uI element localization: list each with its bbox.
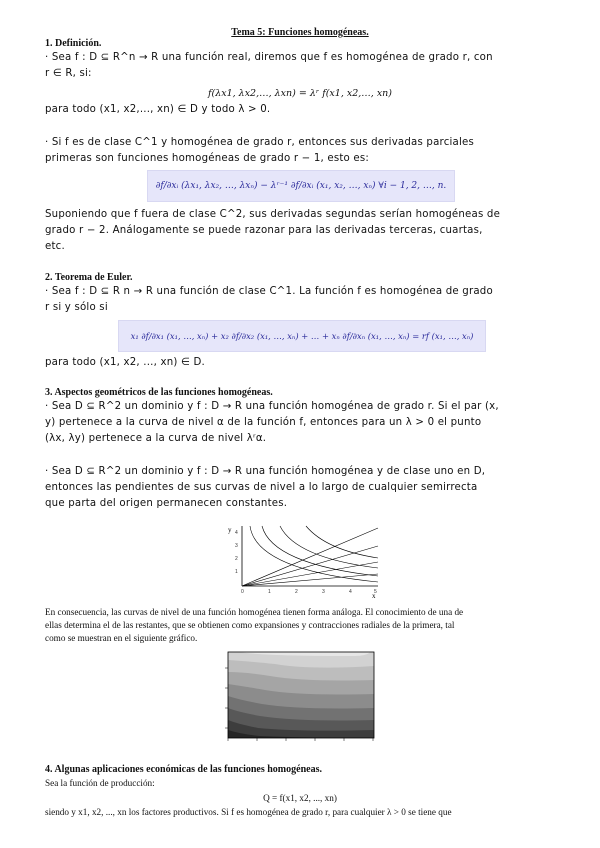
s4-paragraph-1: Sea la función de producción: bbox=[45, 778, 155, 788]
s2-paragraph-2: para todo (x1, x2, ..., xn) ∈ D. bbox=[45, 357, 205, 368]
x-tick-label: 5 bbox=[374, 589, 377, 595]
s1-paragraph-4b: grado r − 2. Análogamente se puede razonar para las derivadas terceras, cuartas, bbox=[45, 225, 483, 236]
s4-paragraph-2: siendo y x1, x2, ..., xn los factores productivos. Si f es homogénea de grado r, para cualquier λ > 0 se tiene que bbox=[45, 807, 452, 817]
s2-paragraph-1a: · Sea f : D ⊆ R n → R una función de clase C^1. La función f es homogénea de grado bbox=[45, 286, 493, 297]
x-tick-label: 4 bbox=[349, 589, 352, 595]
section-2-heading: 2. Teorema de Euler. bbox=[45, 272, 133, 283]
level-curves-plot bbox=[222, 520, 382, 600]
ray-line bbox=[242, 528, 378, 586]
y-tick-label: 3 bbox=[235, 543, 238, 549]
s1-paragraph-3b: primeras son funciones homogéneas de grado r − 1, esto es: bbox=[45, 153, 370, 164]
production-function-equation: Q = f(x1, x2, ..., xn) bbox=[263, 793, 337, 803]
x-tick-label: 3 bbox=[322, 589, 325, 595]
ray-line bbox=[242, 562, 378, 586]
x-axis-label: x bbox=[372, 592, 376, 600]
section-3-heading: 3. Aspectos geométricos de las funciones homogéneas. bbox=[45, 387, 273, 398]
s3-paragraph-3b: ellas determina el de las restantes, que se obtienen como expansiones y contracciones radiales de la primera, tal bbox=[45, 620, 455, 630]
s3-paragraph-3c: como se muestran en el siguiente gráfico. bbox=[45, 633, 198, 643]
s3-paragraph-1c: (λx, λy) pertenece a la curva de nivel λʳα. bbox=[45, 433, 267, 444]
y-tick-label: 1 bbox=[235, 569, 238, 575]
section-4-heading: 4. Algunas aplicaciones económicas de las funciones homogéneas. bbox=[45, 764, 322, 775]
s3-paragraph-3a: En consecuencia, las curvas de nivel de una función homogénea tienen forma análoga. El conocimiento de una de bbox=[45, 607, 464, 617]
s1-paragraph-4a: Suponiendo que f fuera de clase C^2, sus derivadas segundas serían homogéneas de bbox=[45, 209, 501, 220]
contour-plot bbox=[220, 648, 380, 748]
level-curve bbox=[306, 526, 378, 558]
s3-paragraph-2c: que parta del origen permanecen constantes. bbox=[45, 498, 288, 509]
s1-paragraph-1b: r ∈ R, si: bbox=[45, 68, 92, 79]
x-tick-label: 2 bbox=[295, 589, 298, 595]
y-tick-label: 2 bbox=[235, 556, 238, 562]
s1-paragraph-4c: etc. bbox=[45, 241, 65, 252]
s3-paragraph-2a: · Sea D ⊆ R^2 un dominio y f : D → R una función homogénea y de clase uno en D, bbox=[45, 466, 486, 477]
homogeneity-equation: f(λx1, λx2,…, λxn) = λʳ f(x1, x2,…, xn) bbox=[207, 88, 393, 99]
s1-paragraph-2: para todo (x1, x2,..., xn) ∈ D y todo λ > 0. bbox=[45, 104, 271, 115]
y-tick-label: 4 bbox=[235, 530, 238, 536]
x-tick-label: 0 bbox=[241, 589, 244, 595]
euler-equation-box: x₁ ∂f/∂x₁ (x₁, …, xₙ) + x₂ ∂f/∂x₂ (x₁, …, xₙ) + … + xₙ ∂f/∂xₙ (x₁, …, xₙ) = rf (x₁, …, xₙ) bbox=[118, 320, 486, 352]
s3-paragraph-2b: entonces las pendientes de sus curvas de nivel a lo largo de cualquier semirrecta bbox=[45, 482, 478, 493]
s1-paragraph-3a: · Si f es de clase C^1 y homogénea de grado r, entonces sus derivadas parciales bbox=[45, 137, 474, 148]
s1-paragraph-1a: · Sea f : D ⊆ R^n → R una función real, diremos que f es homogénea de grado r, con bbox=[45, 52, 493, 63]
level-curve bbox=[280, 526, 378, 568]
x-tick-label: 1 bbox=[268, 589, 271, 595]
s2-paragraph-1b: r si y sólo si bbox=[45, 302, 108, 313]
section-1-heading: 1. Definición. bbox=[45, 38, 102, 49]
y-axis-label: y bbox=[228, 526, 232, 534]
s3-paragraph-1b: y) pertenece a la curva de nivel α de la función f, entonces para un λ > 0 el punto bbox=[45, 417, 482, 428]
partial-derivative-equation-box: ∂f/∂xᵢ (λx₁, λx₂, …, λxₙ) − λʳ⁻¹ ∂f/∂xᵢ (x₁, x₂, …, xₙ) ∀i − 1, 2, …, n. bbox=[147, 170, 455, 202]
page-title: Tema 5: Funciones homogéneas. bbox=[231, 27, 369, 38]
s3-paragraph-1a: · Sea D ⊆ R^2 un dominio y f : D → R una función homogénea de grado r. Si el par (x, bbox=[45, 401, 499, 412]
